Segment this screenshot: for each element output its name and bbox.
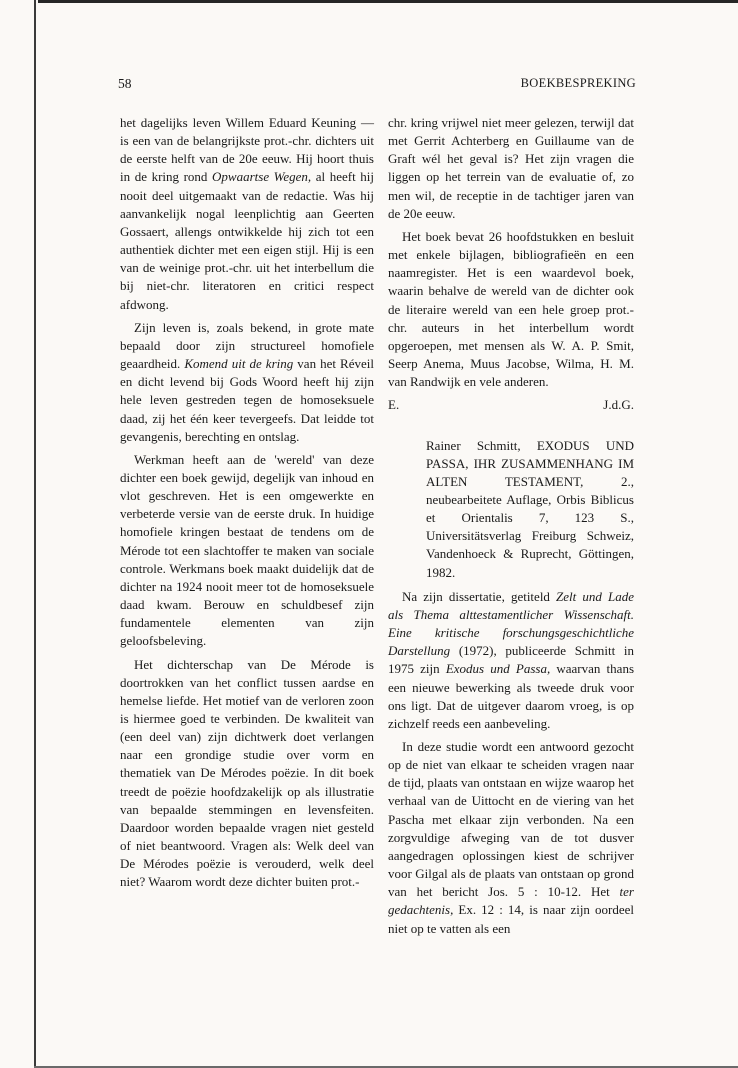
italic-dissertation-title: Zelt und Lade als Thema alttestamentlicher Wissenschaft. Eine kritische forschungsgeschichtliche Darstellung <box>388 588 634 659</box>
page-number: 58 <box>118 76 132 91</box>
text-run: van het Réveil en dicht levend bij Gods Woord heeft hij zijn hele leven gestreden tegen de homoseksuele daad, zij het één keer tevergeefs. Dat leidde tot gevangenis, berechting en ontslag. <box>120 356 374 444</box>
left-paragraph-2 <box>120 319 374 446</box>
text-run: Ex. 12 : 14, is naar zijn oordeel niet op te vatten als een <box>388 902 634 936</box>
signature-initial: E. <box>388 397 400 413</box>
review-signature <box>388 396 634 414</box>
right-paragraph-4 <box>388 738 634 938</box>
right-paragraph-3 <box>388 588 634 733</box>
right-column <box>388 114 634 943</box>
italic-book-title: Exodus und Passa, <box>445 661 551 677</box>
italic-term: ter gedachtenis, <box>388 884 634 918</box>
signature-author: J.d.G. <box>603 397 634 413</box>
scan-edge-top <box>38 0 738 3</box>
right-paragraph-2: Het boek bevat 26 hoofdstukken en besluit met enkele bijlagen, bibliografieën en een naamregister. Het is een waardevol boek, waarin behalve de wereld van de dichter ook de literaire wereld van een hele groep prot.-chr. auteurs in het interbellum wordt opgeroepen, met mensen als W. A. P. Smit, Seerp Anema, Muus Jacobse, Wilma, H. M. van Randwijk en vele anderen. <box>388 228 634 390</box>
right-paragraph-1: chr. kring vrijwel niet meer gelezen, terwijl dat met Gerrit Achterberg en Guillaume van de Graft wél het geval is? Het zijn vragen die liggen op het terrein van de evaluatie of, zo men wil, de receptie in de tachtiger jaren van de 20e eeuw. <box>388 115 634 221</box>
left-paragraph-1 <box>120 114 374 314</box>
scan-edge-left <box>34 0 36 1068</box>
text-run: In deze studie wordt een antwoord gezocht op de niet van elkaar te scheiden vragen naar de tijd, plaats van ontstaan en wijze waarop het verhaal van de Uittocht en de viering van het Pascha met elkaar zijn verbonden. Na een zorgvuldige afweging van de tot dusver aangedragen oplossingen kiest de schrijver voor Gilgal als de plaats van ontstaan op grond van het bericht Jos. 5 : 10-12. Het <box>388 739 634 900</box>
italic-run: Komend uit de kring <box>184 356 294 372</box>
left-paragraph-4: Het dichterschap van De Mérode is doortrokken van het conflict tussen aardse en hemelse liefde. Het motief van de verloren zoon is hiermee goed te verbinden. De kwaliteit van (een deel van) zijn dichtwerk doet verlangen naar een grondige studie over vorm en thematiek van De Mérodes poëzie. In dit boek treedt de poëzie hoofdzakelijk op als illustratie van bepaalde stemmingen en levensfeiten. Daardoor worden bepaalde vragen niet gesteld of niet beantwoord. Vragen als: Welk deel van De Mérodes poëzie is verouderd, welk deel niet? Waarom wordt deze dichter buiten prot.- <box>120 656 374 890</box>
text-run: het dagelijks leven Willem Eduard Keuning — is een van de belangrijkste prot.-chr. dichters uit de eerste helft van de 20e eeuw. Hij hoort thuis in de kring rond <box>120 115 374 185</box>
text-run: Zijn leven is, zoals bekend, in grote mate bepaald door zijn structureel homofiele geaardheid. <box>120 319 374 372</box>
text-run: waarvan thans een nieuwe bewerking als tweede druk voor ons ligt. Dat de uitgever daarom vroeg, is op zichzelf reeds een aanbeveling. <box>388 661 634 731</box>
left-column <box>120 114 374 897</box>
italic-title-opwaartse-wegen: Opwaartse Wegen, <box>212 169 312 185</box>
text-run: Na zijn dissertatie, getiteld <box>402 588 557 604</box>
running-head: BOEKBESPREKING <box>520 76 636 90</box>
text-run: (1972), publiceerde Schmitt in 1975 zijn <box>388 643 634 677</box>
left-paragraph-3: Werkman heeft aan de 'wereld' van deze dichter een boek gewijd, degelijk van inhoud en vlot geschreven. Het is een omgewerkte en verbeterde versie van de eerste druk. In huidige homofiele kringen bestaat de tendens om de Mérode tot een slachtoffer te maken van sociale controle. Werkmans boek maakt duidelijk dat de dichter na 1924 nooit meer tot de homoseksuele daad kwam. Berouw en schuldbesef zijn fundamentele elementen van zijn geloofsbeleving. <box>120 451 374 649</box>
book-reference-heading: Rainer Schmitt, EXODUS UND PASSA, IHR ZUSAMMENHANG IM ALTEN TESTAMENT, 2., neubearbeitete Auflage, Orbis Biblicus et Orientalis 7, 123 S., Universitätsverlag Freiburg Schweiz, Vandenhoeck & Ruprecht, Göttingen, 1982. <box>426 437 634 580</box>
text-run: al heeft hij nooit deel uitgemaakt van de redactie. Was hij aanvankelijk nogal leenplichtig aan Geerten Gossaert, allengs ontwikkelde hij zich tot een authentiek dichter met een eigen stijl. Hij is een van de weinige prot.-chr. uit het interbellum die bij niet-chr. literatoren en critici respect afdwong. <box>120 169 374 312</box>
